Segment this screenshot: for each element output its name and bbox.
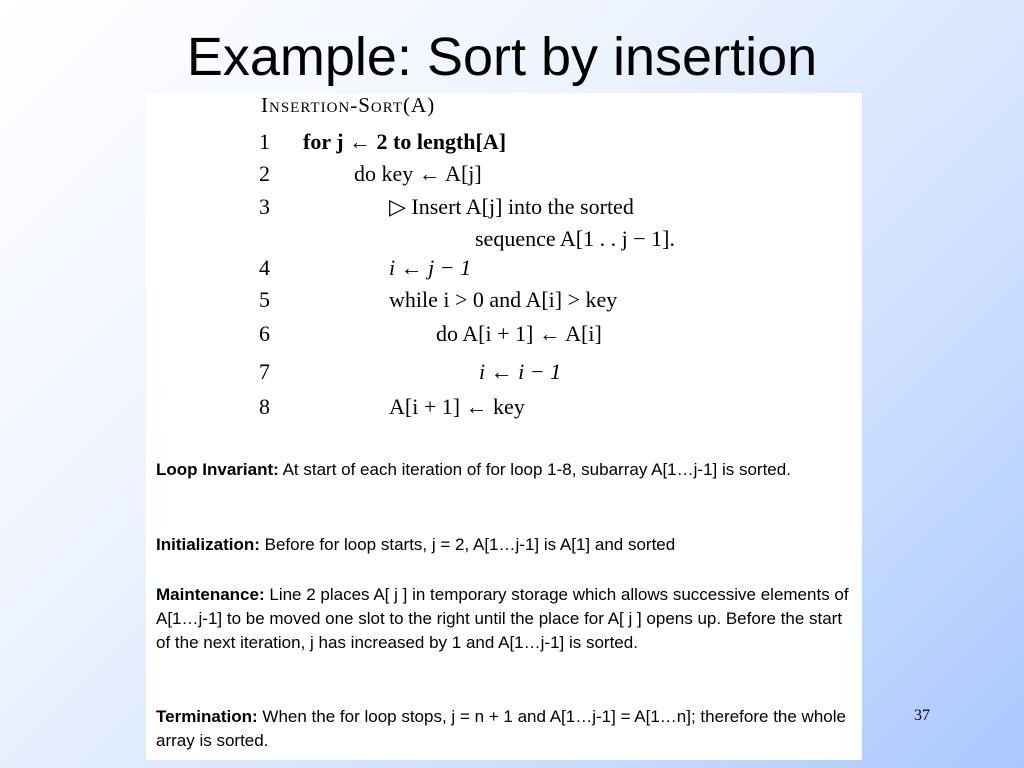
- code-line: i ← j − 1: [389, 255, 472, 280]
- termination: [156, 705, 856, 753]
- code-line: A[i + 1] ← key: [389, 394, 525, 419]
- loop-invariant-text: At start of each iteration of for loop 1-8, subarray A[1…j-1] is sorted.: [282, 460, 791, 479]
- termination-label: Termination:: [156, 707, 258, 726]
- code-line: do A[i + 1] ← A[i]: [436, 321, 602, 346]
- slide-number: 37: [914, 707, 930, 724]
- initialization-label: Initialization:: [156, 535, 260, 554]
- code-line: ▷ Insert A[j] into the sorted: [389, 194, 634, 219]
- line-number: 4: [259, 255, 270, 280]
- line-number: 8: [259, 394, 270, 419]
- line-number: 1: [259, 129, 270, 154]
- code-line: sequence A[1 . . j − 1].: [475, 226, 675, 251]
- loop-invariant-label: Loop Invariant:: [156, 460, 279, 479]
- line-number: 5: [259, 287, 270, 312]
- line-number: 7: [259, 359, 270, 384]
- code-line: for j ← 2 to length[A]: [303, 129, 507, 154]
- loop-invariant: [156, 458, 856, 482]
- code-line: i ← i − 1: [479, 359, 562, 384]
- line-number: 3: [259, 194, 270, 219]
- initialization: [156, 533, 856, 557]
- code-line: while i > 0 and A[i] > key: [389, 287, 618, 312]
- termination-text: When the for loop stops, j = n + 1 and A[1…j-1] = A[1…n]; therefore the whole array is sorted.: [156, 707, 846, 750]
- line-number: 6: [259, 321, 270, 346]
- maintenance-label: Maintenance:: [156, 585, 265, 604]
- maintenance-text: Line 2 places A[ j ] in temporary storage which allows successive elements of A[1…j-1] to be moved one slot to the right until the place for A[ j ] opens up. Before the start of the next iteration, j has increased by 1 and A[1…j-1] is sorted.: [156, 585, 849, 652]
- algorithm-name: Insertion-Sort(A): [261, 93, 436, 117]
- slide-title: Example: Sort by insertion: [186, 27, 818, 87]
- initialization-text: Before for loop starts, j = 2, A[1…j-1] is A[1] and sorted: [264, 535, 676, 554]
- line-number: 2: [259, 161, 270, 186]
- maintenance: [156, 583, 856, 655]
- scanned-figure: [146, 93, 862, 760]
- code-line: do key ← A[j]: [354, 161, 482, 186]
